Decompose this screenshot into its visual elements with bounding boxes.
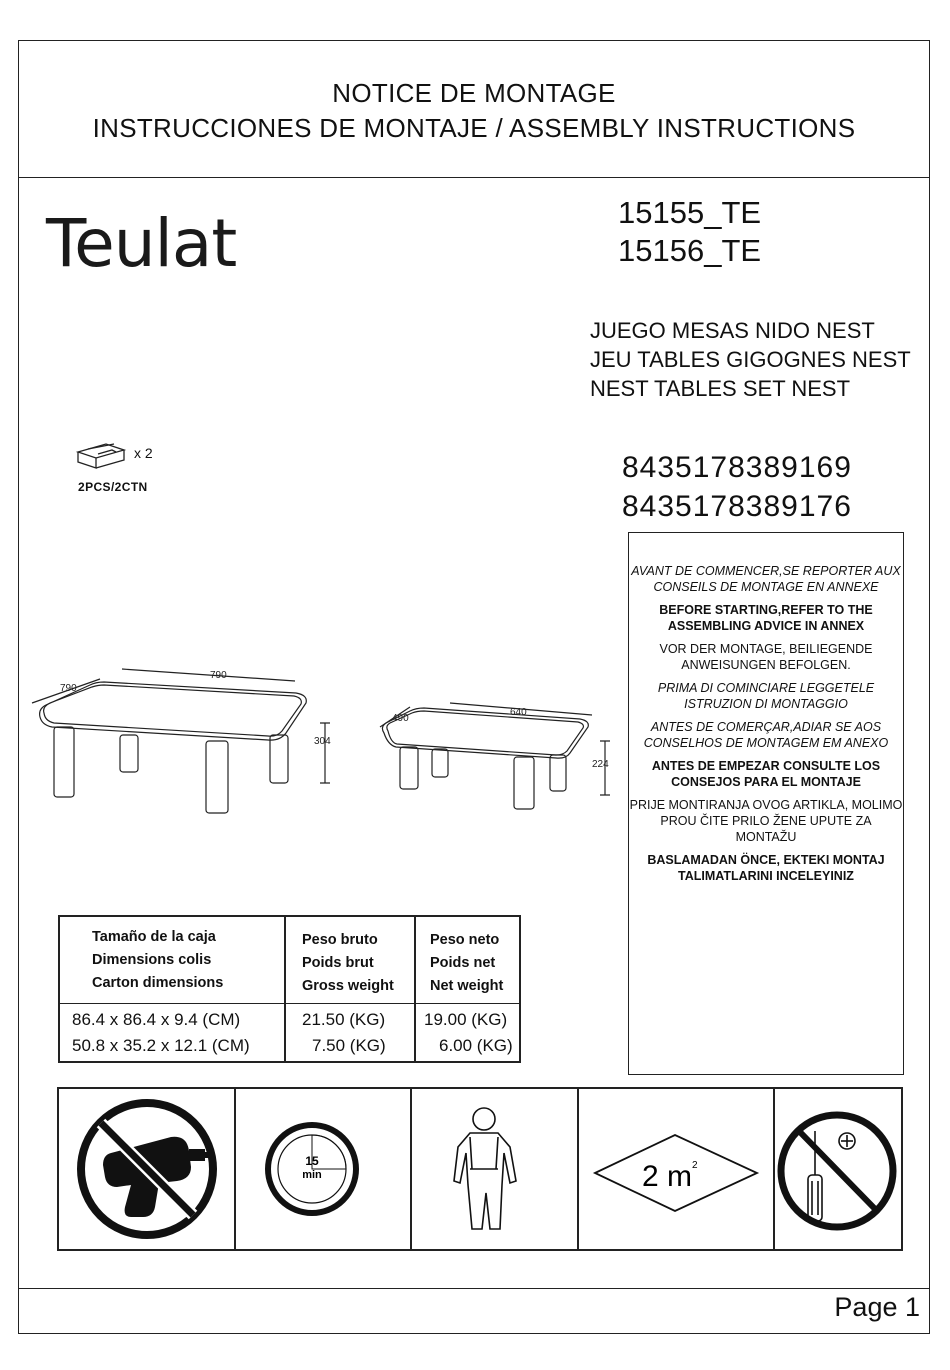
- small-width-label: 640: [510, 707, 527, 718]
- footer-divider: [18, 1288, 930, 1289]
- space-unit-sup: 2: [692, 1160, 698, 1171]
- table-row: 50.8 x 35.2 x 12.1 (CM): [72, 1036, 250, 1055]
- assembly-advice-box: [628, 532, 904, 1075]
- size-header-en: Carton dimensions: [92, 975, 224, 991]
- size-header: [60, 917, 284, 995]
- title-es-en: INSTRUCCIONES DE MONTAJE / ASSEMBLY INSTRUCTIONS: [92, 113, 856, 143]
- product-name-es: JUEGO MESAS NIDO NEST: [590, 318, 875, 343]
- advice-en: BEFORE STARTING,REFER TO THE ASSEMBLING ADVICE IN ANNEX: [659, 603, 873, 633]
- ean-codes: [622, 448, 852, 526]
- product-name-fr: JEU TABLES GIGOGNES NEST: [590, 347, 911, 372]
- small-height-label: 224: [592, 759, 609, 770]
- table-row: 6.00 (KG): [439, 1036, 513, 1055]
- advice-pt: ANTES DE COMERÇAR,ADIAR SE AOS CONSELHOS DE MONTAGEM EM ANEXO: [643, 720, 889, 750]
- ean-code-2: 8435178389176: [622, 490, 852, 523]
- size-header-es: Tamaño de la caja: [92, 929, 216, 945]
- one-person-icon: [412, 1089, 579, 1249]
- size-header-fr: Dimensions colis: [92, 952, 212, 968]
- stopwatch-icon: [236, 1089, 412, 1249]
- gross-header-fr: Poids brut: [302, 955, 374, 971]
- table-row: 86.4 x 86.4 x 9.4 (CM): [72, 1010, 241, 1029]
- no-screwdriver-icon: [775, 1089, 901, 1249]
- gross-weight-values: [286, 1007, 414, 1059]
- time-value: 15: [305, 1154, 319, 1168]
- net-header-en: Net weight: [430, 978, 504, 994]
- gross-header-es: Peso bruto: [302, 932, 378, 948]
- product-name-en: NEST TABLES SET NEST: [590, 376, 851, 401]
- small-depth-label: 490: [392, 713, 409, 724]
- net-weight-values: [416, 1007, 521, 1059]
- large-width-label: 790: [210, 670, 227, 681]
- size-values: [60, 1007, 284, 1059]
- advice-de: VOR DER MONTAGE, BEILIEGENDE ANWEISUNGEN BEFOLGEN.: [659, 642, 873, 672]
- advice-hr: PRIJE MONTIRANJA OVOG ARTIKLA, MOLIMO PROU ČITE PRILO ŽENE UPUTE ZA MONTAŽU: [629, 798, 903, 844]
- net-weight-column: [414, 917, 521, 1061]
- package-count: x 2: [134, 445, 153, 461]
- icon-cell-time: [236, 1089, 412, 1249]
- reference-1: 15155_TE: [618, 195, 762, 230]
- carton-dimensions-table: [58, 915, 521, 1063]
- advice-fr: AVANT DE COMMENCER,SE REPORTER AUX CONSEILS DE MONTAGE EN ANNEXE: [631, 564, 901, 594]
- space-value: 2 m: [641, 1160, 693, 1193]
- table-row: 7.50 (KG): [312, 1036, 386, 1055]
- no-power-drill-icon: [59, 1089, 236, 1249]
- gross-header-en: Gross weight: [302, 978, 394, 994]
- gross-weight-column: [284, 917, 414, 1061]
- ean-code-1: 8435178389169: [622, 451, 852, 484]
- gross-weight-header: [286, 917, 414, 998]
- advice-es: ANTES DE EMPEZAR CONSULTE LOS CONSEJOS PARA EL MONTAJE: [651, 759, 881, 789]
- net-header-fr: Poids net: [430, 955, 496, 971]
- package-label: 2PCS/2CTN: [78, 480, 148, 494]
- table-row: 19.00 (KG): [424, 1010, 508, 1029]
- large-height-label: 304: [314, 736, 331, 747]
- reference-2: 15156_TE: [618, 233, 762, 268]
- advice-tr: BASLAMADAN ÖNCE, EKTEKI MONTAJ TALIMATLARINI INCELEYINIZ: [647, 853, 885, 883]
- assembly-icons-strip: [57, 1087, 903, 1251]
- page-number: Page 1: [834, 1292, 920, 1322]
- header-divider: [18, 177, 930, 178]
- product-references: [618, 194, 761, 270]
- size-column: [60, 917, 284, 1061]
- table-row: 21.50 (KG): [302, 1010, 386, 1029]
- icon-cell-persons: [412, 1089, 579, 1249]
- advice-it: PRIMA DI COMINCIARE LEGGETELE ISTRUZION DI MONTAGGIO: [657, 681, 875, 711]
- icon-cell-no-screwdriver: [775, 1089, 901, 1249]
- net-header-es: Peso neto: [430, 932, 500, 948]
- floor-space-icon: [579, 1089, 775, 1249]
- time-unit: min: [302, 1169, 322, 1181]
- net-weight-header: [416, 917, 521, 998]
- brand-logo: Teulat: [46, 205, 237, 282]
- icon-cell-space: [579, 1089, 775, 1249]
- tables-drawing: [30, 655, 620, 830]
- title-fr: NOTICE DE MONTAGE: [332, 78, 616, 108]
- icon-cell-no-drill: [59, 1089, 236, 1249]
- large-depth-label: 790: [60, 683, 77, 694]
- product-names: [590, 316, 911, 403]
